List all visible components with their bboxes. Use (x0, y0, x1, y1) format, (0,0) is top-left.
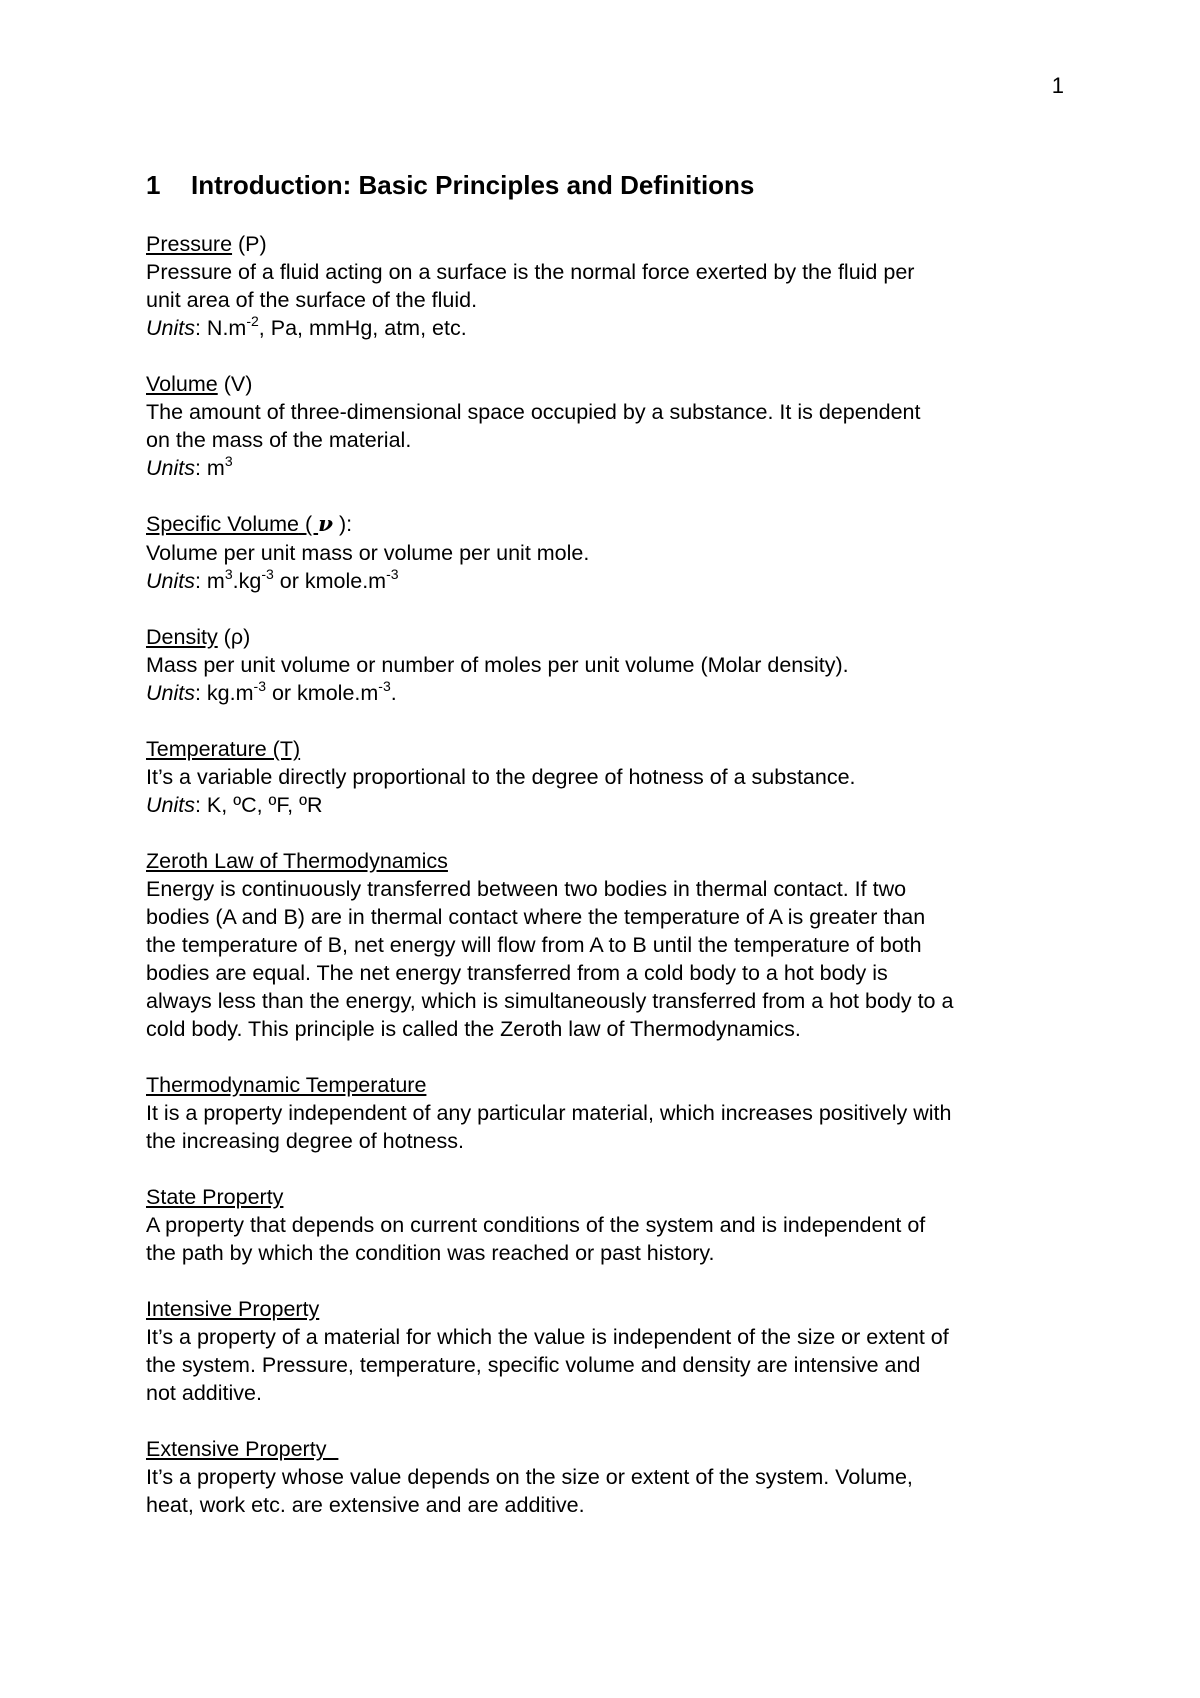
definition-line: It’s a property whose value depends on the size or extent of the system. Volume, (146, 1465, 913, 1489)
section-extensive-property (146, 1435, 1066, 1519)
term-heading (146, 510, 1066, 539)
term-zeroth-law: Zeroth Law of Thermodynamics (146, 849, 448, 873)
definition-line: heat, work etc. are extensive and are additive. (146, 1493, 585, 1517)
definition-line: A property that depends on current conditions of the system and is independent of (146, 1213, 926, 1237)
definition-line: Volume per unit mass or volume per unit mole. (146, 541, 590, 565)
units-text: .kg (232, 569, 262, 593)
units-exponent: -3 (386, 566, 399, 582)
definition-line: the temperature of B, net energy will flow from A to B until the temperature of both (146, 933, 922, 957)
definition-line: bodies (A and B) are in thermal contact where the temperature of A is greater than (146, 905, 926, 929)
term-volume: Volume (146, 372, 218, 396)
definition-line: always less than the energy, which is simultaneously transferred from a hot body to a (146, 989, 954, 1013)
section-specific-volume (146, 510, 1066, 595)
units-text: : m (194, 569, 225, 593)
chapter-heading (146, 168, 1066, 202)
term-symbol: (ρ) (217, 625, 251, 649)
definition-line: the path by which the condition was reached or past history. (146, 1241, 715, 1265)
term-pressure: Pressure (146, 232, 233, 256)
term-heading (146, 1071, 1066, 1099)
section-thermodynamic-temperature (146, 1071, 1066, 1155)
term-specific-volume (146, 512, 318, 536)
definition-line: Pressure of a fluid acting on a surface is the normal force exerted by the fluid per (146, 260, 915, 284)
term-symbol: (P) (232, 232, 267, 256)
specific-volume-symbol: ν (318, 512, 333, 537)
term-heading (146, 370, 1066, 398)
term-heading (146, 1295, 1066, 1323)
section-pressure (146, 230, 1066, 342)
term-heading (146, 1183, 1066, 1211)
section-zeroth-law (146, 847, 1066, 1043)
units-label: Units (146, 569, 195, 593)
term-intensive-property: Intensive Property (146, 1297, 320, 1321)
document-body (146, 168, 1066, 1547)
definition-line: the increasing degree of hotness. (146, 1129, 464, 1153)
units-line (146, 679, 1066, 707)
chapter-title: Introduction: Basic Principles and Definitions (191, 170, 755, 200)
term-heading (146, 1435, 1066, 1463)
definition-line: the system. Pressure, temperature, specific volume and density are intensive and (146, 1353, 921, 1377)
units-label: Units (146, 793, 195, 817)
term-temperature: Temperature (T) (146, 737, 301, 761)
definition-line: cold body. This principle is called the Zeroth law of Thermodynamics. (146, 1017, 801, 1041)
term-paren: ): (333, 512, 353, 536)
units-label: Units (146, 456, 195, 480)
term-heading (146, 847, 1066, 875)
definition-line: It’s a property of a material for which the value is independent of the size or extent of (146, 1325, 949, 1349)
definition-line: not additive. (146, 1381, 262, 1405)
units-text: : kg.m (194, 681, 254, 705)
units-text: or kmole.m (265, 681, 379, 705)
term-paren: ( (298, 512, 319, 536)
definition-line: bodies are equal. The net energy transferred from a cold body to a hot body is (146, 961, 888, 985)
units-exponent: 3 (224, 453, 233, 469)
section-intensive-property (146, 1295, 1066, 1407)
definition-line: Energy is continuously transferred between two bodies in thermal contact. If two (146, 877, 907, 901)
section-temperature (146, 735, 1066, 819)
units-line (146, 567, 1066, 595)
units-exponent: -3 (261, 566, 274, 582)
term-heading (146, 735, 1066, 763)
term-symbol: (V) (217, 372, 253, 396)
units-text: : N.m (194, 316, 247, 340)
units-exponent: -3 (378, 678, 391, 694)
units-label: Units (146, 681, 195, 705)
units-exponent: -3 (253, 678, 266, 694)
definition-line: on the mass of the material. (146, 428, 412, 452)
units-text: , Pa, mmHg, atm, etc. (258, 316, 467, 340)
units-line (146, 314, 1066, 342)
units-text: or kmole.m (273, 569, 387, 593)
definition-line: Mass per unit volume or number of moles per unit volume (Molar density). (146, 653, 849, 677)
term-density: Density (146, 625, 218, 649)
definition-line: unit area of the surface of the fluid. (146, 288, 478, 312)
definition-line: It is a property independent of any particular material, which increases positively with (146, 1101, 952, 1125)
page-number: 1 (1051, 73, 1064, 98)
definition-line: The amount of three-dimensional space occupied by a substance. It is dependent (146, 400, 921, 424)
units-exponent: -2 (246, 313, 259, 329)
term-state-property: State Property (146, 1185, 284, 1209)
units-text: : m (194, 456, 225, 480)
units-label: Units (146, 316, 195, 340)
definition-line: It’s a variable directly proportional to the degree of hotness of a substance. (146, 765, 856, 789)
units-text: . (390, 681, 397, 705)
term-extensive-property: Extensive Property (146, 1437, 339, 1461)
units-line (146, 454, 1066, 482)
term-label: Specific Volume (146, 512, 299, 536)
section-volume (146, 370, 1066, 482)
chapter-number: 1 (146, 170, 161, 200)
units-text: : K, ºC, ºF, ºR (194, 793, 323, 817)
units-line (146, 791, 1066, 819)
term-heading (146, 230, 1066, 258)
section-density (146, 623, 1066, 707)
units-exponent: 3 (224, 566, 233, 582)
section-state-property (146, 1183, 1066, 1267)
term-thermodynamic-temperature: Thermodynamic Temperature (146, 1073, 427, 1097)
term-heading (146, 623, 1066, 651)
